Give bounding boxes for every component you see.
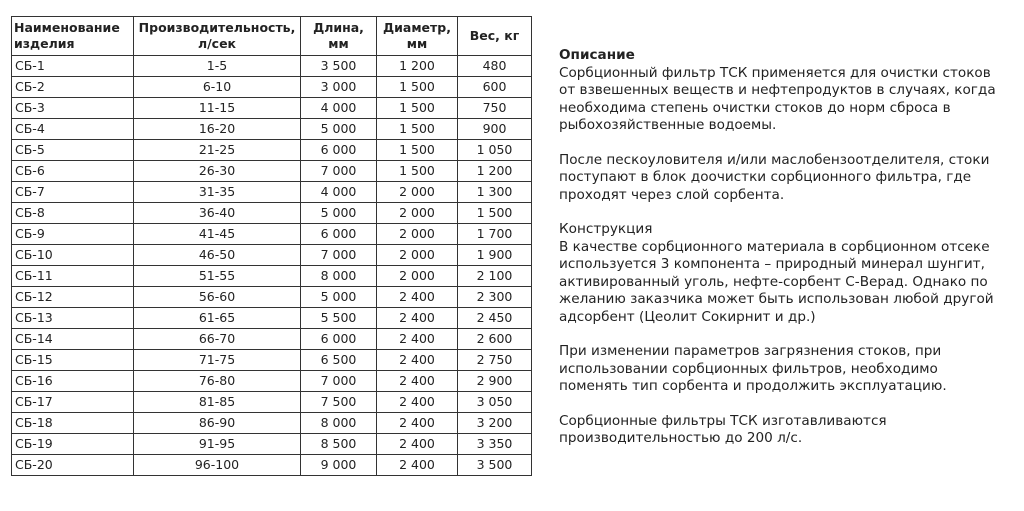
cell-weight: 3 500 bbox=[458, 455, 532, 476]
table-row bbox=[12, 329, 532, 350]
table-row bbox=[12, 224, 532, 245]
table-row bbox=[12, 434, 532, 455]
cell-length: 3 000 bbox=[301, 77, 377, 98]
header-capacity: Производительность, л/сек bbox=[134, 17, 301, 56]
construction-heading: Конструкция bbox=[559, 221, 653, 237]
cell-length: 4 000 bbox=[301, 182, 377, 203]
cell-diameter: 1 500 bbox=[377, 77, 458, 98]
header-weight: Вес, кг bbox=[458, 17, 532, 56]
cell-capacity: 91-95 bbox=[134, 434, 301, 455]
cell-weight: 1 200 bbox=[458, 161, 532, 182]
description-paragraph-1: Сорбционный фильтр ТСК применяется для очистки стоков от взвешенных веществ и нефтепродуктов в случаях, когда необходима степень очистки стоков до норм сброса в рыбохозяйственные водоемы. bbox=[559, 64, 996, 133]
table-body bbox=[12, 56, 532, 476]
cell-length: 8 000 bbox=[301, 413, 377, 434]
cell-length: 4 000 bbox=[301, 98, 377, 119]
cell-diameter: 2 400 bbox=[377, 455, 458, 476]
cell-length: 6 000 bbox=[301, 329, 377, 350]
cell-weight: 2 600 bbox=[458, 329, 532, 350]
table-row bbox=[12, 455, 532, 476]
cell-length: 7 000 bbox=[301, 371, 377, 392]
table-row bbox=[12, 371, 532, 392]
description-heading: Описание bbox=[559, 47, 635, 63]
cell-weight: 3 200 bbox=[458, 413, 532, 434]
cell-length: 3 500 bbox=[301, 56, 377, 77]
cell-product-name: СБ-9 bbox=[12, 224, 134, 245]
cell-capacity: 76-80 bbox=[134, 371, 301, 392]
table-row bbox=[12, 413, 532, 434]
table-row bbox=[12, 161, 532, 182]
cell-diameter: 2 000 bbox=[377, 245, 458, 266]
cell-capacity: 16-20 bbox=[134, 119, 301, 140]
cell-weight: 1 300 bbox=[458, 182, 532, 203]
table-row bbox=[12, 350, 532, 371]
cell-length: 5 500 bbox=[301, 308, 377, 329]
cell-capacity: 86-90 bbox=[134, 413, 301, 434]
cell-capacity: 61-65 bbox=[134, 308, 301, 329]
cell-length: 6 500 bbox=[301, 350, 377, 371]
cell-diameter: 2 000 bbox=[377, 224, 458, 245]
table-row bbox=[12, 77, 532, 98]
cell-length: 7 500 bbox=[301, 392, 377, 413]
cell-product-name: СБ-3 bbox=[12, 98, 134, 119]
cell-weight: 2 900 bbox=[458, 371, 532, 392]
cell-weight: 750 bbox=[458, 98, 532, 119]
header-diameter: Диаметр, мм bbox=[377, 17, 458, 56]
specifications-table bbox=[11, 16, 532, 476]
cell-weight: 2 100 bbox=[458, 266, 532, 287]
cell-length: 7 000 bbox=[301, 245, 377, 266]
cell-product-name: СБ-2 bbox=[12, 77, 134, 98]
cell-diameter: 1 500 bbox=[377, 161, 458, 182]
cell-capacity: 66-70 bbox=[134, 329, 301, 350]
cell-weight: 2 750 bbox=[458, 350, 532, 371]
cell-weight: 1 700 bbox=[458, 224, 532, 245]
table-header-row bbox=[12, 17, 532, 56]
cell-length: 8 000 bbox=[301, 266, 377, 287]
table-row bbox=[12, 266, 532, 287]
description-paragraph-2: После пескоуловителя и/или маслобензоотделителя, стоки поступают в блок доочистки сорбционного фильтра, где проходят через слой сорбента. bbox=[559, 151, 990, 203]
cell-length: 6 000 bbox=[301, 140, 377, 161]
table-row bbox=[12, 245, 532, 266]
header-length: Длина, мм bbox=[301, 17, 377, 56]
table-row bbox=[12, 98, 532, 119]
cell-diameter: 2 400 bbox=[377, 371, 458, 392]
cell-product-name: СБ-6 bbox=[12, 161, 134, 182]
cell-length: 8 500 bbox=[301, 434, 377, 455]
cell-product-name: СБ-18 bbox=[12, 413, 134, 434]
cell-length: 5 000 bbox=[301, 119, 377, 140]
cell-weight: 2 450 bbox=[458, 308, 532, 329]
description-paragraph-5: Сорбционные фильтры ТСК изготавливаются производительностью до 200 л/с. bbox=[559, 412, 887, 446]
cell-product-name: СБ-11 bbox=[12, 266, 134, 287]
description-paragraph-4: При изменении параметров загрязнения стоков, при использовании сорбционных фильтров, необходимо поменять тип сорбента и продолжить эксплуатацию. bbox=[559, 343, 947, 394]
cell-length: 7 000 bbox=[301, 161, 377, 182]
cell-product-name: СБ-7 bbox=[12, 182, 134, 203]
table-row bbox=[12, 182, 532, 203]
cell-diameter: 1 500 bbox=[377, 119, 458, 140]
cell-diameter: 2 400 bbox=[377, 434, 458, 455]
cell-diameter: 2 400 bbox=[377, 392, 458, 413]
table-row bbox=[12, 287, 532, 308]
cell-weight: 3 050 bbox=[458, 392, 532, 413]
cell-weight: 1 500 bbox=[458, 203, 532, 224]
cell-diameter: 1 500 bbox=[377, 140, 458, 161]
table-row bbox=[12, 392, 532, 413]
table-row bbox=[12, 140, 532, 161]
cell-capacity: 56-60 bbox=[134, 287, 301, 308]
cell-capacity: 1-5 bbox=[134, 56, 301, 77]
cell-diameter: 2 000 bbox=[377, 203, 458, 224]
cell-weight: 600 bbox=[458, 77, 532, 98]
cell-product-name: СБ-19 bbox=[12, 434, 134, 455]
cell-weight: 1 050 bbox=[458, 140, 532, 161]
cell-capacity: 46-50 bbox=[134, 245, 301, 266]
cell-product-name: СБ-20 bbox=[12, 455, 134, 476]
cell-capacity: 6-10 bbox=[134, 77, 301, 98]
description-paragraph-3: В качестве сорбционного материала в сорбционном отсеке используется 3 компонента – природный минерал шунгит, активированный уголь, нефте-сорбент С-Верад. Однако по желанию заказчика может быть использован любой другой адсорбент (Цеолит Сокирнит и др.) bbox=[559, 238, 994, 325]
cell-capacity: 71-75 bbox=[134, 350, 301, 371]
cell-weight: 3 350 bbox=[458, 434, 532, 455]
cell-capacity: 81-85 bbox=[134, 392, 301, 413]
cell-capacity: 21-25 bbox=[134, 140, 301, 161]
cell-capacity: 31-35 bbox=[134, 182, 301, 203]
cell-diameter: 2 400 bbox=[377, 329, 458, 350]
cell-length: 6 000 bbox=[301, 224, 377, 245]
cell-capacity: 96-100 bbox=[134, 455, 301, 476]
cell-diameter: 2 400 bbox=[377, 413, 458, 434]
cell-product-name: СБ-12 bbox=[12, 287, 134, 308]
cell-product-name: СБ-15 bbox=[12, 350, 134, 371]
cell-capacity: 51-55 bbox=[134, 266, 301, 287]
cell-weight: 2 300 bbox=[458, 287, 532, 308]
cell-capacity: 26-30 bbox=[134, 161, 301, 182]
cell-diameter: 1 500 bbox=[377, 98, 458, 119]
cell-product-name: СБ-1 bbox=[12, 56, 134, 77]
cell-diameter: 2 000 bbox=[377, 182, 458, 203]
cell-length: 5 000 bbox=[301, 203, 377, 224]
cell-capacity: 11-15 bbox=[134, 98, 301, 119]
header-product-name: Наименование изделия bbox=[12, 17, 134, 56]
table-row bbox=[12, 119, 532, 140]
cell-diameter: 2 400 bbox=[377, 350, 458, 371]
cell-capacity: 36-40 bbox=[134, 203, 301, 224]
cell-product-name: СБ-17 bbox=[12, 392, 134, 413]
cell-length: 5 000 bbox=[301, 287, 377, 308]
cell-weight: 1 900 bbox=[458, 245, 532, 266]
cell-diameter: 1 200 bbox=[377, 56, 458, 77]
cell-product-name: СБ-4 bbox=[12, 119, 134, 140]
cell-capacity: 41-45 bbox=[134, 224, 301, 245]
cell-product-name: СБ-8 bbox=[12, 203, 134, 224]
cell-product-name: СБ-16 bbox=[12, 371, 134, 392]
cell-product-name: СБ-14 bbox=[12, 329, 134, 350]
cell-diameter: 2 000 bbox=[377, 266, 458, 287]
cell-diameter: 2 400 bbox=[377, 308, 458, 329]
table-row bbox=[12, 308, 532, 329]
cell-product-name: СБ-5 bbox=[12, 140, 134, 161]
cell-product-name: СБ-13 bbox=[12, 308, 134, 329]
cell-diameter: 2 400 bbox=[377, 287, 458, 308]
cell-product-name: СБ-10 bbox=[12, 245, 134, 266]
table-row bbox=[12, 203, 532, 224]
cell-length: 9 000 bbox=[301, 455, 377, 476]
table-row bbox=[12, 56, 532, 77]
cell-weight: 480 bbox=[458, 56, 532, 77]
description-panel bbox=[559, 47, 1014, 465]
cell-weight: 900 bbox=[458, 119, 532, 140]
